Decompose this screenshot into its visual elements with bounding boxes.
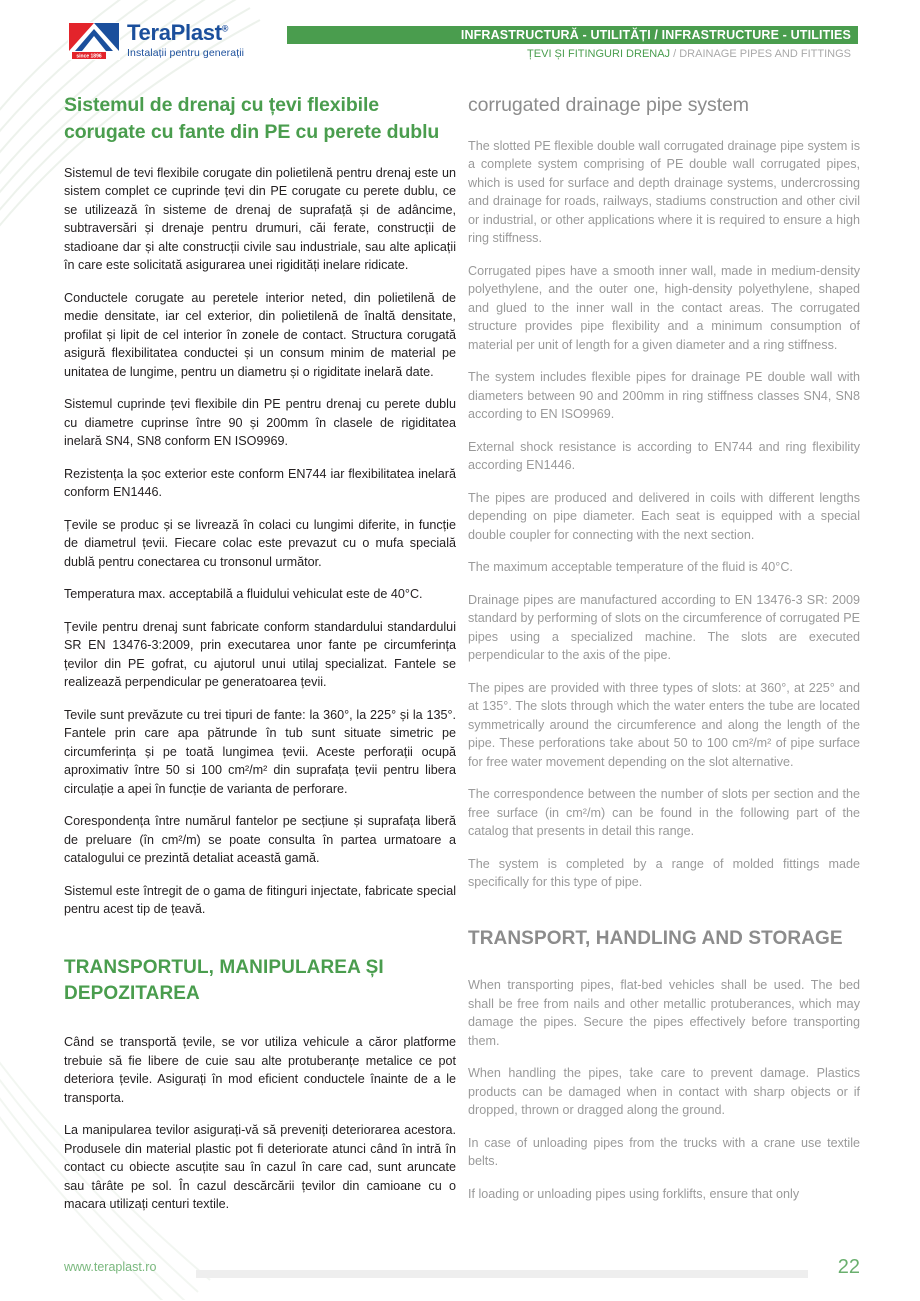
paragraph-en-5: The pipes are produced and delivered in coils with different lengths depending on pipe diameter. Each seat is equipped with a special double coupler for connecting with the next section. [468,490,860,542]
paragraph-ro-4: Rezistența la șoc exterior este conform EN744 iar flexibilitatea inelară conform EN1446. [64,466,456,500]
brand-name-text: TeraPlast [127,20,222,45]
section-paragraph-en-4: If loading or unloading pipes using forklifts, ensure that only [468,1186,800,1201]
paragraph-en-2: Corrugated pipes have a smooth inner wall, made in medium-density polyethylene, and the outer one, high-density polyethylene, shaped and glued to the inner wall in the contact areas. The corrugated structure provides pipe flexibility and a minimum consumption of material per unit of length for a given diameter and a ring stiffness. [468,263,860,352]
brand-tagline: Instalații pentru generații [127,47,245,59]
section-subtitle-en: DRAINAGE PIPES AND FITTINGS [679,48,851,60]
paragraph-en-7: Drainage pipes are manufactured according to EN 13476-3 SR: 2009 standard by performing of slots on the circumference of corrugated PE pipes using a specialized machine. The slots are executed perpendicular to the axis of the pipe. [468,592,861,663]
paragraph-en-10: The system is completed by a range of molded fittings made specifically for this type of pipe. [468,856,860,890]
paragraph-ro-8: Tevile sunt prevăzute cu trei tipuri de fante: la 360°, la 225° și la 135°. Fantele prin care apa pătrunde în tub sunt situate simetric pe circumferința și pe toată lungimea țevii. Aceste perforații ocupă aproximativ între 50 si 100 cm²/m² din suprafața țevii pentru libera circulație a apei în funcție de varianta de perforare. [64,707,456,796]
paragraph-en-3: The system includes flexible pipes for drainage PE double wall with diameters between 90 and 200mm in ring stiffness classes SN4, SN8 according to EN ISO9969. [468,370,860,422]
paragraph-ro-6: Temperatura max. acceptabilă a fluidului vehiculat este de 40°C. [64,587,423,602]
paragraph-ro-10: Sistemul este întregit de o gama de fitinguri injectate, fabricate special pentru acest tip de țeavă. [64,883,456,917]
paragraph-en-9: The correspondence between the number of slots per section and the free surface (in cm²/m) can be found in the following part of the catalog that presents in detail this range. [468,787,860,839]
paragraph-ro-7: Țevile pentru drenaj sunt fabricate conform standardului standardului SR EN 13476-3:2009, prin executarea unor fante pe circumferința țevilor din PE gofrat, cu ajutorul unui utilaj specializat. Fantele se realizează perpendicular pe generatoarea țevii. [64,619,456,690]
paragraph-ro-1: Sistemul de tevi flexibile corugate din polietilenă pentru drenaj este un sistem complet ce cuprinde țevi din PE corugate cu perete dublu, ce se utilizează în sisteme de drenaj de suprafață și de adâncime, subtraversări și drenaje pentru drumuri, căi ferate, construcții de stadioane dar și alte construcții civile sau industriale, sau alte aplicații în care este solicitată asigurarea unei rigidități inelare ridicate. [64,165,456,273]
trademark-symbol: ® [221,23,229,34]
paragraph-ro-5: Țevile se produc și se livrează în colaci cu lungimi diferite, in funcție de diametrul țevii. Fiecare colac este prevazut cu o mufa specială dublă pentru conectarea cu tronsonul următor. [64,517,456,569]
page-title-en: corrugated drainage pipe system [468,94,749,116]
section-paragraph-en-2: When handling the pipes, take care to prevent damage. Plastics products can be damaged when in contact with sharp objects or if dropped, thrown or dragged along the ground. [468,1066,860,1118]
paragraph-en-8: The pipes are provided with three types of slots: at 360°, at 225° and at 135°. The slots through which the water enters the tube are located symmetrically around the circumference and along the length of the pipe. These perforations take about 50 to 100 cm²/m² of pipe surface for free water movement depending on the slot alternative. [468,680,860,769]
website-link[interactable]: www.teraplast.ro [64,1260,157,1274]
section-paragraph-en-1: When transporting pipes, flat-bed vehicles shall be used. The bed shall be free from nails and other metallic protuberances, which may damage the pipes. Secure the pipes effectively before transporting them. [468,978,860,1048]
page-footer [0,1248,920,1301]
brand-name [127,22,228,44]
footer-divider [196,1270,808,1278]
page-title-ro: Sistemul de drenaj cu țevi flexibile corugate cu fante din PE cu perete dublu [64,94,440,143]
section-subtitle-ro: ȚEVI ȘI FITINGURI DRENAJ [527,48,671,60]
column-romanian [64,92,456,1214]
section-subtitle-separator: / [670,48,680,60]
section-paragraph-ro-1: Când se transportă țevile, se vor utiliza vehicule a căror platforme trebuie să fie libere de cuie sau alte protuberanțe metalice ce pot deteriora țevile. Asigurați în mod eficient conductele înainte de a le transporta. [64,1035,456,1105]
column-english [468,92,860,1203]
paragraph-en-6: The maximum acceptable temperature of the fluid is 40°C. [468,560,793,575]
section-title-en: TRANSPORT, HANDLING AND STORAGE [468,927,843,949]
section-paragraph-ro-2: La manipularea tevilor asigurați-vă să preveniți deteriorarea acestora. Produsele din material plastic pot fi deteriorate atunci când în intră în contact cu obiecte ascuțite sau în cazul în care cad, sunt aruncate sau târâte pe sol. În cazul descărcării țevilor din camioane cu o macara utilizați centuri textile. [64,1123,456,1212]
section-banner-text: INFRASTRUCTURĂ - UTILITĂȚI / INFRASTRUCTURE - UTILITIES [460,28,851,42]
brand-logo[interactable] [68,22,244,60]
paragraph-ro-9: Corespondența între numărul fantelor pe secțiune și suprafața liberă de preluare (în cm²/m) se poate consulta în partea urmatoare a catalogului ce prezintă detaliat această gamă. [64,814,456,866]
page-number: 22 [837,1256,860,1278]
section-paragraph-en-3: In case of unloading pipes from the trucks with a crane use textile belts. [468,1135,860,1169]
svg-text:since 1896: since 1896 [76,53,102,60]
teraplast-roof-logo-icon [68,22,120,60]
page-header [0,0,920,78]
paragraph-ro-3: Sistemul cuprinde țevi flexibile din PE pentru drenaj cu perete dublu cu diametre cuprinse între 90 și 200mm în clasele de rigiditatea inelară SN4, SN8 conform EN ISO9969. [64,397,456,449]
paragraph-en-1: The slotted PE flexible double wall corrugated drainage pipe system is a complete system comprising of PE double wall corrugated pipes, which is used for surface and depth drainage systems, undercrossing and drainage for roads, railways, stadiums construction and other civil or industrial, or other applications where it is required to ensure a high ring stiffness. [468,138,860,246]
section-title-ro: TRANSPORTUL, MANIPULAREA ȘI DEPOZITAREA [64,956,384,1005]
paragraph-ro-2: Conductele corugate au peretele interior neted, din polietilenă de medie densitate, iar cel exterior, din polietilenă de înaltă densitate, profilat și lipit de cel interior în zonele de contact. Structura corugată asigură flexibilitatea conductei și un consum minim de material pe unitatea de lungime, pentru un diametru și o rigiditate inelară date. [64,290,456,379]
paragraph-en-4: External shock resistance is according to EN744 and ring flexibility according EN1446. [468,439,860,473]
section-banner [287,26,858,44]
section-subtitle [287,48,851,60]
